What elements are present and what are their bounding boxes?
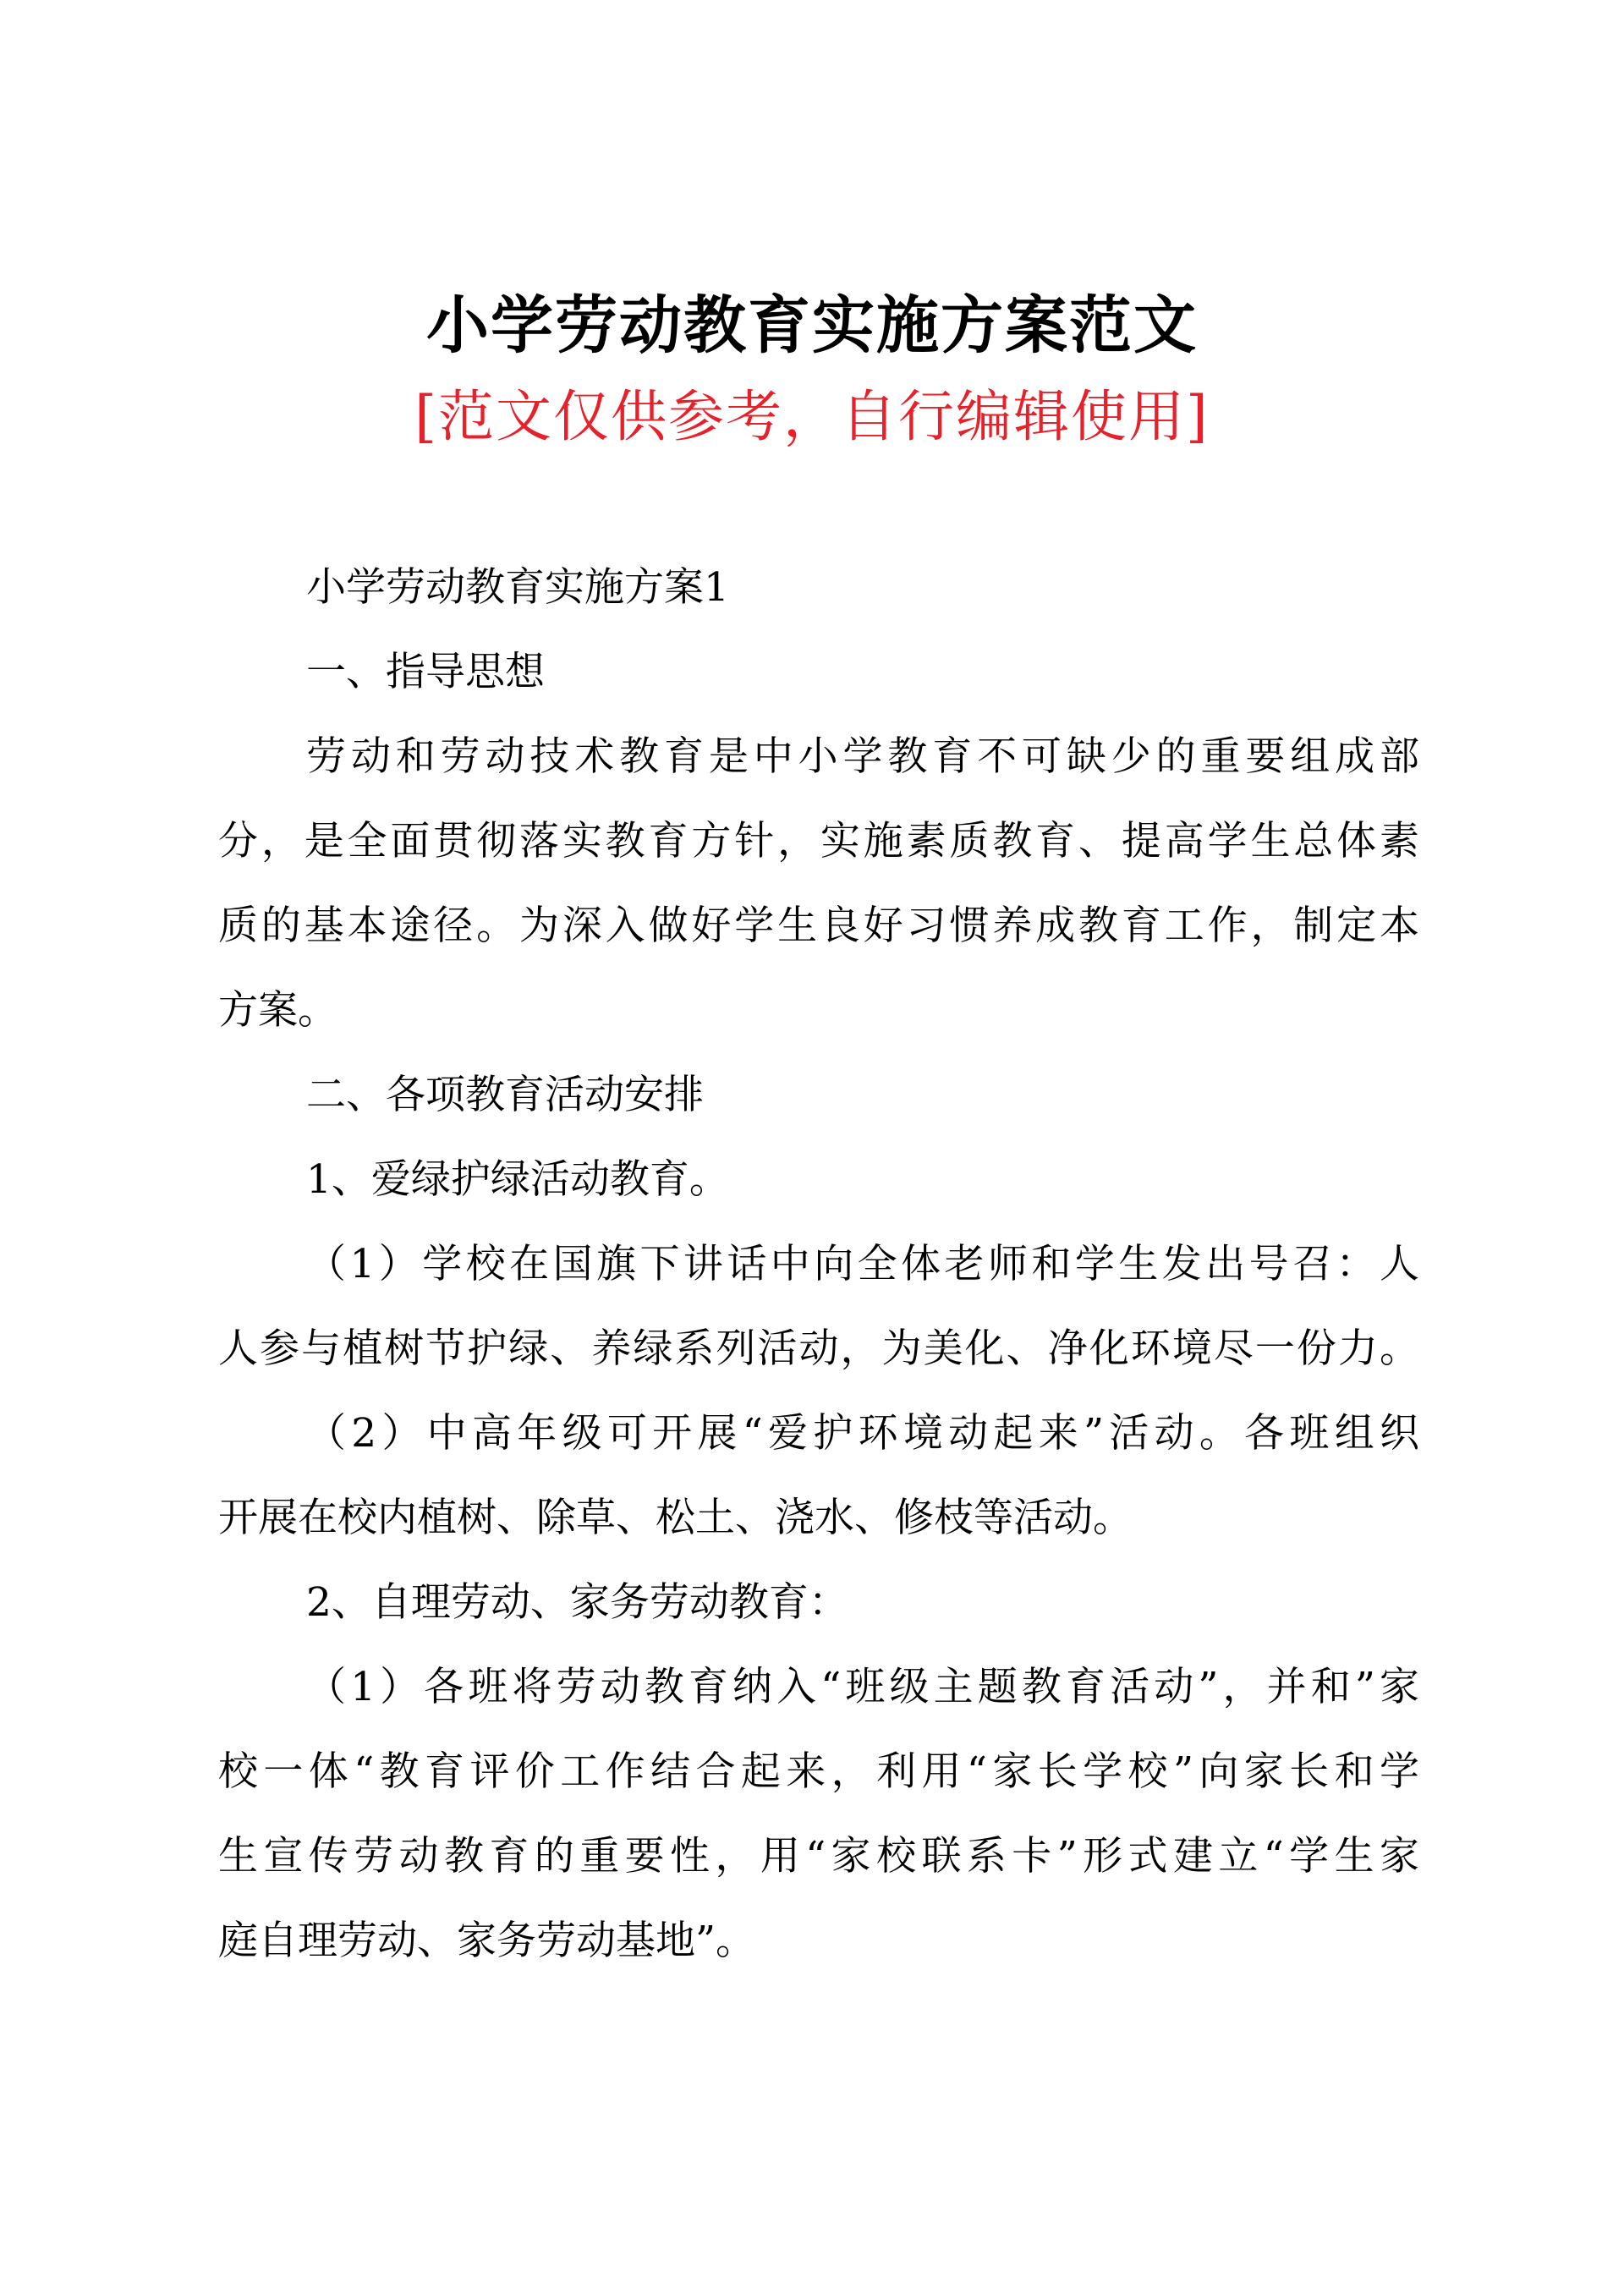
paragraph-line: （2）中高年级可开展“爱护环境动起来”活动。各班组织 [306,1410,1419,1457]
document-body [218,546,1419,1984]
section-heading: 小学劳动教育实施方案1 [306,564,729,611]
paragraph-line: （1）各班将劳动教育纳入“班级主题教育活动”，并和”家 [306,1664,1419,1710]
document-title: 小学劳动教育实施方案范文 [426,289,1198,362]
paragraph-line: （1）学校在国旗下讲话中向全体老师和学生发出号召：人 [306,1241,1419,1287]
section-heading: 二、各项教育活动安排 [306,1072,704,1118]
document-subtitle: [范文仅供参考，自行编辑使用] [414,384,1210,449]
section-heading: 1、爱绿护绿活动教育。 [306,1156,729,1203]
paragraph-line: 方案。 [218,987,337,1034]
paragraph-line: 庭自理劳动、家务劳动基地”。 [218,1918,756,1964]
section-heading: 一、指导思想 [306,649,545,695]
section-heading: 2、自理劳动、家务劳动教育： [306,1579,848,1626]
paragraph-line: 校一体“教育评价工作结合起来，利用“家长学校”向家长和学 [218,1748,1419,1795]
paragraph-line: 人参与植树节护绿、养绿系列活动，为美化、净化环境尽一份力。 [218,1325,1419,1372]
paragraph-line: 分，是全面贯彻落实教育方针，实施素质教育、提高学生总体素 [218,818,1419,864]
paragraph-line: 质的基本途径。为深入做好学生良好习惯养成教育工作，制定本 [218,903,1419,949]
paragraph-line: 生宣传劳动教育的重要性，用“家校联系卡”形式建立“学生家 [218,1833,1419,1880]
paragraph-line: 开展在校内植树、除草、松土、浇水、修枝等活动。 [218,1495,1133,1541]
paragraph-line: 劳动和劳动技术教育是中小学教育不可缺少的重要组成部 [306,733,1419,780]
